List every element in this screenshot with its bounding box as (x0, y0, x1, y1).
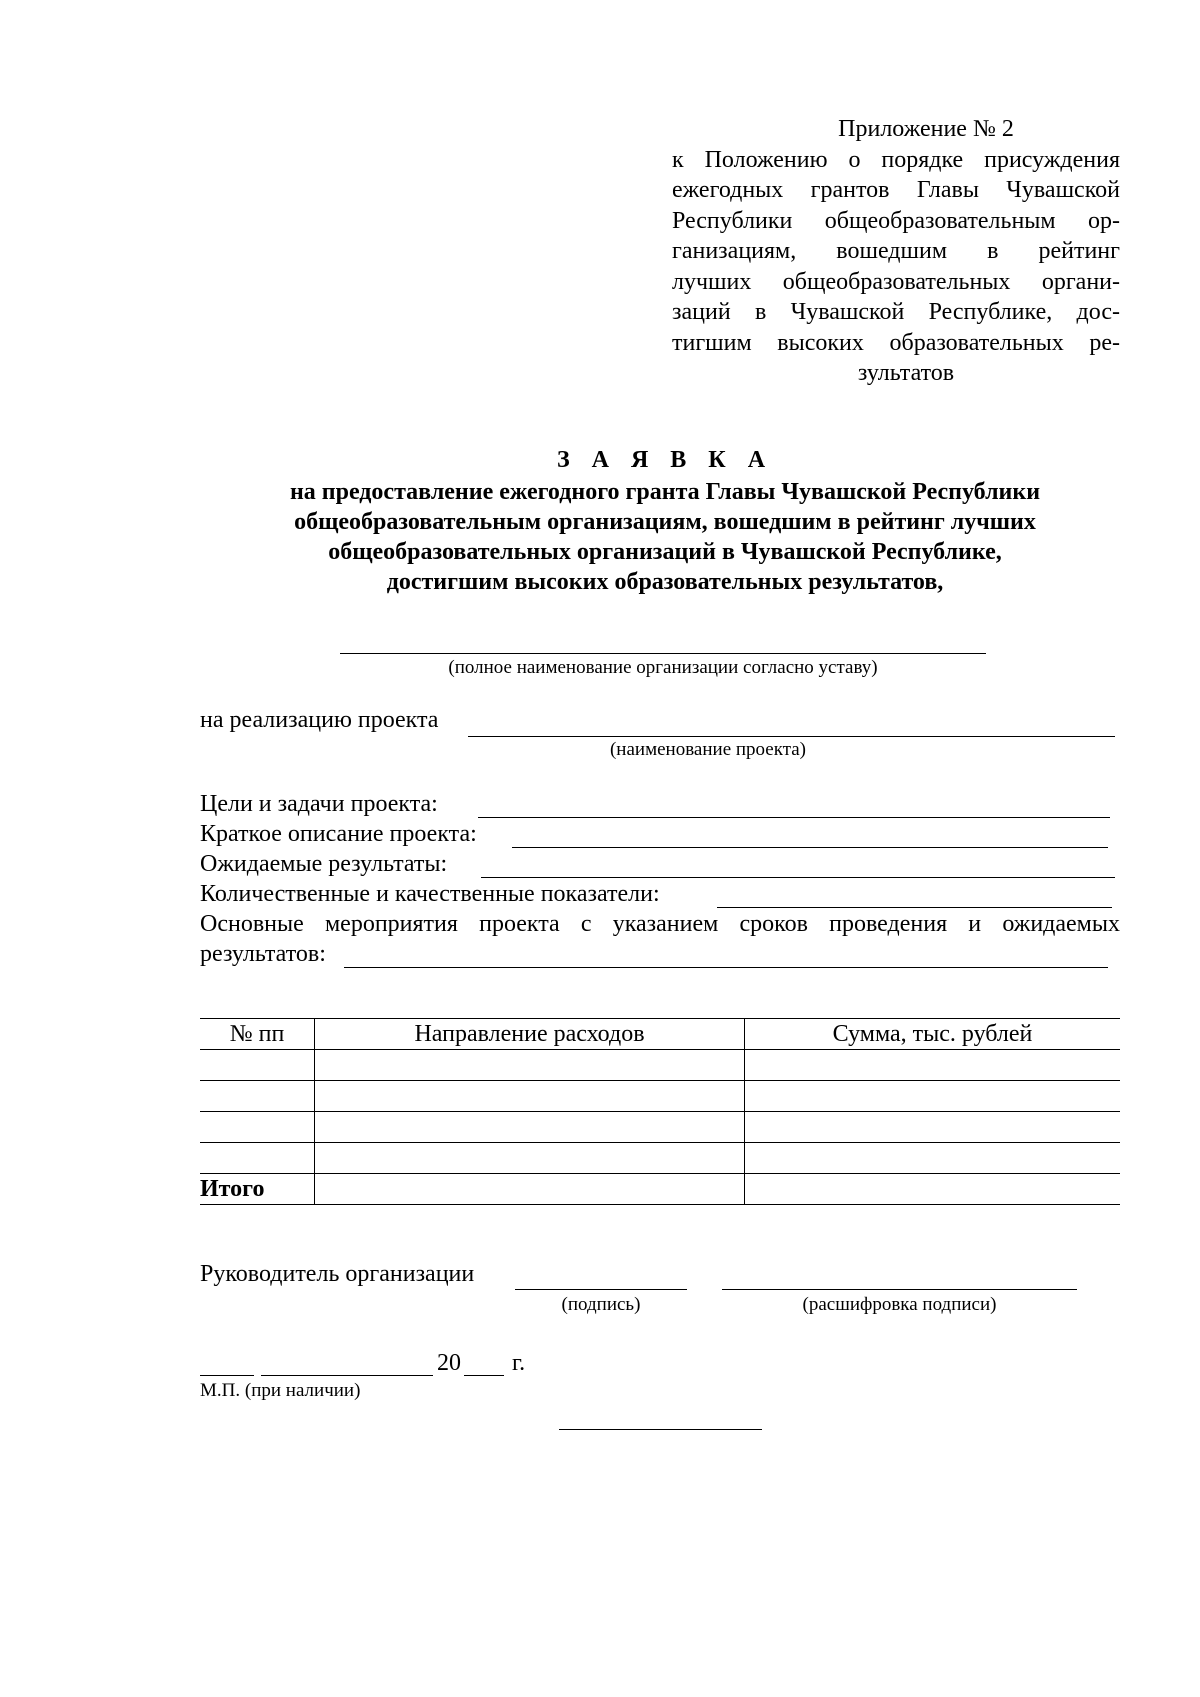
appendix-number: Приложение № 2 (838, 116, 1014, 142)
cell-direction[interactable] (315, 1143, 745, 1174)
title-main: З А Я В К А (556, 447, 774, 473)
signature-label: Руководитель организации (200, 1261, 475, 1287)
stamp-caption: М.П. (при наличии) (200, 1380, 361, 1401)
org-name-line[interactable] (340, 653, 986, 654)
cell-sum-total[interactable] (745, 1174, 1121, 1205)
indicators-label: Количественные и качественные показатели: (200, 881, 660, 907)
title-line: достигшим высоких образовательных результатов, (386, 569, 944, 595)
table-row (200, 1081, 1120, 1112)
cell-sum[interactable] (745, 1050, 1121, 1081)
cell-number[interactable] (200, 1143, 315, 1174)
expenses-table (200, 1018, 1120, 1205)
signature-line[interactable] (515, 1289, 687, 1290)
org-name-caption: (полное наименование организации согласно уставу) (448, 657, 878, 678)
date-month-line[interactable] (261, 1375, 433, 1376)
document-title (200, 445, 1130, 597)
events-label: Основные мероприятия проекта с указанием сроков проведения и ожидаемых (200, 911, 1120, 937)
title-line: общеобразовательным организациям, вошедшим в рейтинг лучших (294, 509, 1036, 535)
cell-number[interactable] (200, 1081, 315, 1112)
table-row (200, 1143, 1120, 1174)
cell-number[interactable] (200, 1112, 315, 1143)
project-name-caption: (наименование проекта) (609, 739, 806, 760)
cell-direction[interactable] (315, 1050, 745, 1081)
results-label: Ожидаемые результаты: (200, 851, 448, 877)
date-year-suffix: г. (512, 1350, 526, 1376)
table-total-row (200, 1174, 1120, 1205)
appendix-line: Республики общеобразовательным ор- (672, 207, 1120, 234)
project-label: на реализацию проекта (200, 707, 439, 733)
results-line[interactable] (481, 877, 1115, 878)
title-line: на предоставление ежегодного гранта Главы Чувашской Республики (289, 479, 1041, 505)
cell-direction-total[interactable] (315, 1174, 745, 1205)
date-year-prefix: 20 (437, 1350, 461, 1376)
cell-sum[interactable] (745, 1143, 1121, 1174)
col-number-header: № пп (200, 1019, 315, 1050)
signature-decode-caption: (расшифровка подписи) (802, 1294, 997, 1315)
goals-line[interactable] (478, 817, 1110, 818)
indicators-line[interactable] (717, 907, 1112, 908)
project-name-line[interactable] (468, 736, 1115, 737)
cell-direction[interactable] (315, 1112, 745, 1143)
col-direction-header: Направление расходов (315, 1019, 745, 1050)
appendix-line-last: зультатов (857, 360, 955, 386)
signature-caption: (подпись) (561, 1294, 641, 1315)
cell-direction[interactable] (315, 1081, 745, 1112)
table-header-row (200, 1019, 1120, 1050)
appendix-line: ганизациям, вошедшим в рейтинг (672, 238, 1120, 264)
appendix-line: лучших общеобразовательных органи- (672, 268, 1120, 295)
cell-number[interactable] (200, 1050, 315, 1081)
description-line[interactable] (512, 847, 1108, 848)
appendix-line: к Положению о порядке присуждения (672, 146, 1120, 173)
table-row (200, 1112, 1120, 1143)
events-label-cont: результатов: (200, 941, 326, 967)
separator-line (559, 1429, 762, 1430)
events-line[interactable] (344, 967, 1108, 968)
table-row (200, 1050, 1120, 1081)
date-day-line[interactable] (200, 1375, 254, 1376)
cell-sum[interactable] (745, 1112, 1121, 1143)
signature-decode-line[interactable] (722, 1289, 1077, 1290)
description-label: Краткое описание проекта: (200, 821, 477, 847)
total-label: Итого (200, 1174, 315, 1205)
col-sum-header: Сумма, тыс. рублей (745, 1019, 1121, 1050)
appendix-line: тигшим высоких образовательных ре- (672, 329, 1120, 356)
date-year-line[interactable] (464, 1375, 504, 1376)
appendix-block (672, 114, 1120, 389)
goals-label: Цели и задачи проекта: (200, 791, 438, 817)
appendix-line: заций в Чувашской Республике, дос- (672, 299, 1120, 325)
cell-sum[interactable] (745, 1081, 1121, 1112)
appendix-line: ежегодных грантов Главы Чувашской (672, 177, 1120, 203)
title-line: общеобразовательных организаций в Чувашской Республике, (328, 539, 1002, 565)
